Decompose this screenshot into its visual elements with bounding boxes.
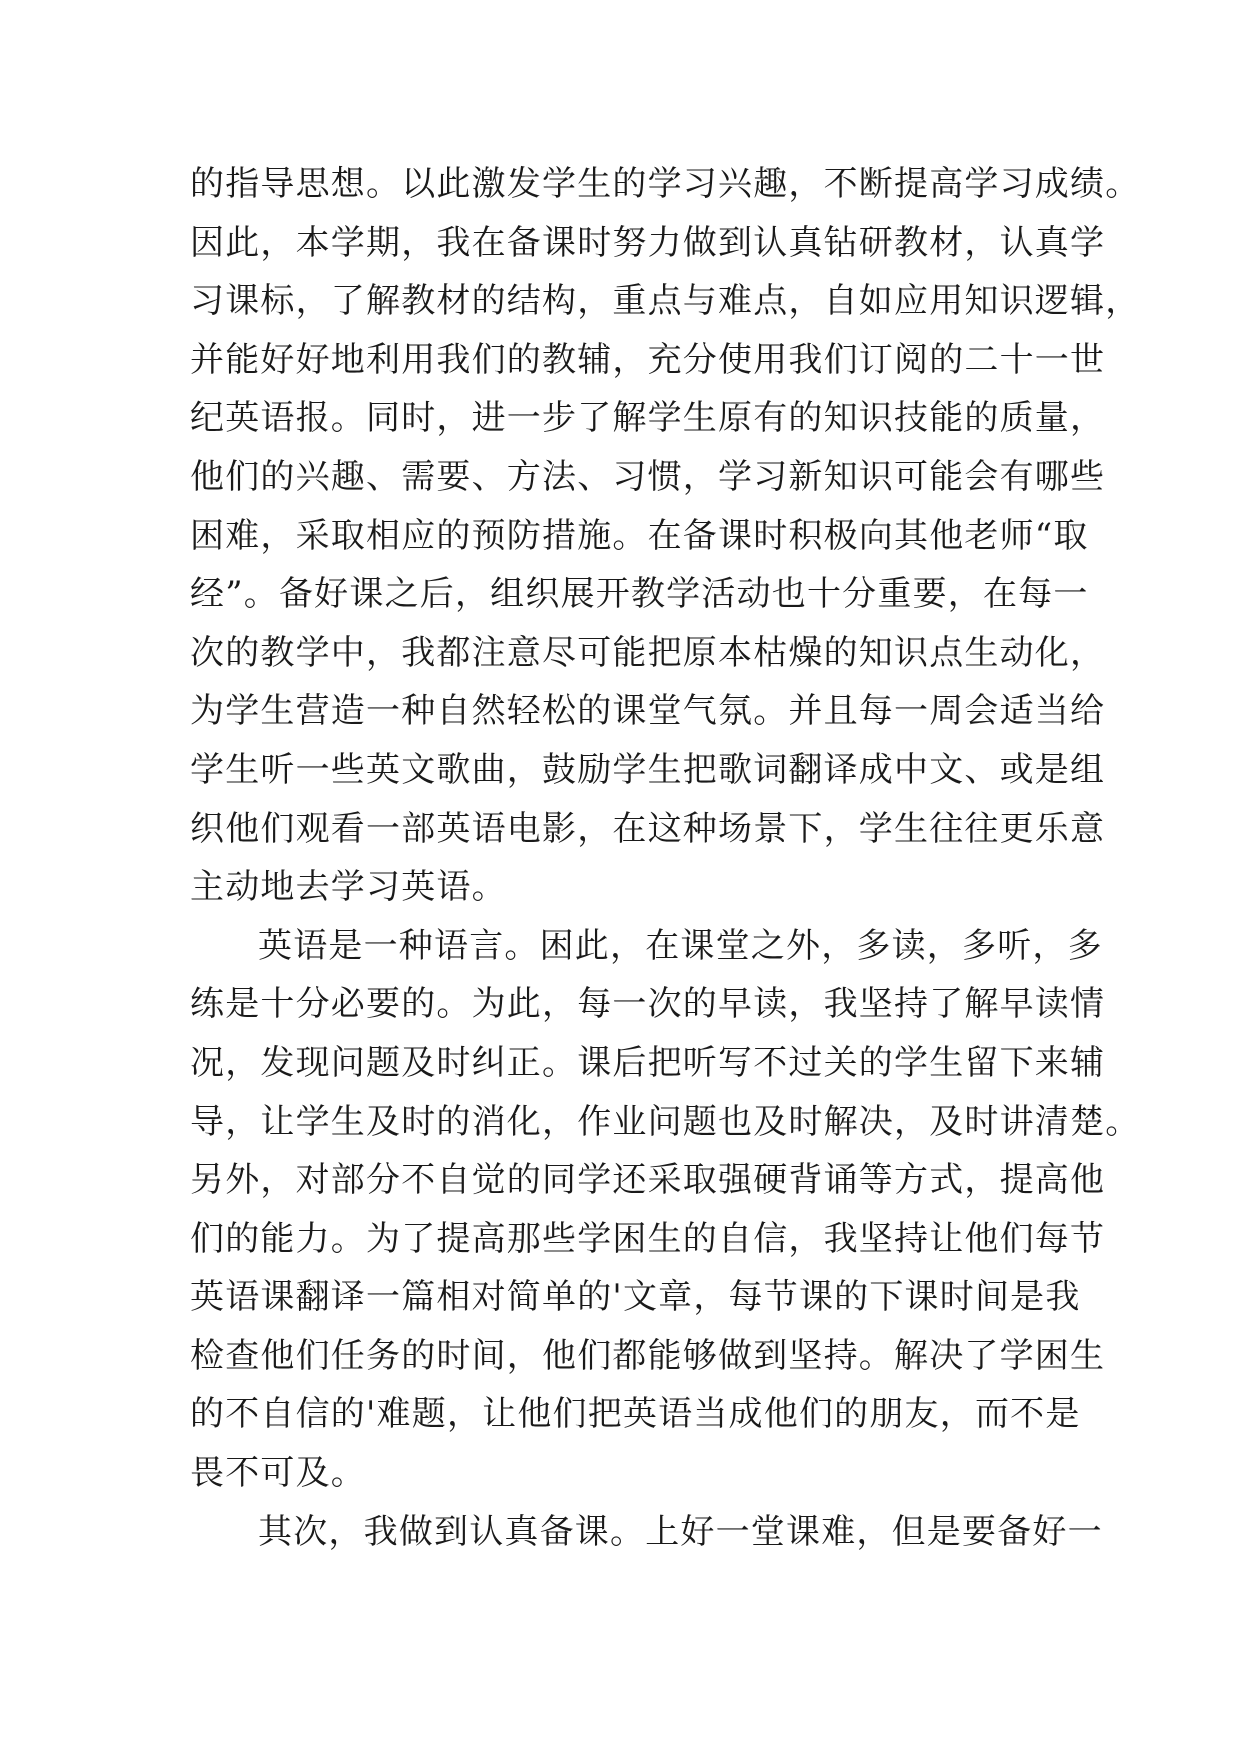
paragraph-3 — [190, 1503, 1103, 1562]
text-line: 另外，对部分不自觉的同学还采取强硬背诵等方式，提高他 — [190, 1160, 1106, 1201]
text-line: 英语课翻译一篇相对简单的'文章，每节课的下课时间是我 — [190, 1277, 1081, 1318]
paragraph-1 — [190, 155, 1141, 917]
text-line: 其次，我做到认真备课。上好一堂课难，但是要备好一 — [258, 1511, 1103, 1552]
text-line: 主动地去学习英语。 — [190, 867, 507, 908]
text-line: 为学生营造一种自然轻松的课堂气氛。并且每一周会适当给 — [190, 691, 1106, 732]
text-line: 畏不可及。 — [190, 1453, 366, 1494]
text-line: 的指导思想。以此激发学生的学习兴趣，不断提高学习成绩。 — [190, 164, 1141, 204]
text-line: 经”。备好课之后，组织展开教学活动也十分重要，在每一 — [190, 574, 1089, 615]
text-line: 学生听一些英文歌曲，鼓励学生把歌词翻译成中文、或是组 — [190, 749, 1106, 790]
text-line: 检查他们任务的时间，他们都能够做到坚持。解决了学困生 — [190, 1335, 1106, 1376]
text-line: 的不自信的'难题，让他们把英语当成他们的朋友，而不是 — [190, 1394, 1081, 1435]
text-line: 因此，本学期，我在备课时努力做到认真钻研教材，认真学 — [190, 222, 1106, 263]
text-line: 纪英语报。同时，进一步了解学生原有的知识技能的质量， — [190, 398, 1106, 439]
text-line: 导，让学生及时的消化，作业问题也及时解决，及时讲清楚。 — [190, 1101, 1141, 1142]
text-line: 次的教学中，我都注意尽可能把原本枯燥的知识点生动化， — [190, 632, 1106, 673]
text-line: 习课标，了解教材的结构，重点与难点，自如应用知识逻辑， — [190, 281, 1141, 322]
paragraph-2 — [190, 917, 1141, 1503]
text-line: 况，发现问题及时纠正。课后把听写不过关的学生留下来辅 — [190, 1042, 1106, 1083]
text-line: 并能好好地利用我们的教辅，充分使用我们订阅的二十一世 — [190, 339, 1106, 380]
text-line: 织他们观看一部英语电影，在这种场景下，学生往往更乐意 — [190, 808, 1106, 849]
text-line: 他们的兴趣、需要、方法、习惯，学习新知识可能会有哪些 — [190, 456, 1106, 497]
text-line: 英语是一种语言。困此，在课堂之外，多读，多听，多 — [258, 925, 1103, 966]
text-line: 练是十分必要的。为此，每一次的早读，我坚持了解早读情 — [190, 984, 1106, 1025]
text-line: 们的能力。为了提高那些学困生的自信，我坚持让他们每节 — [190, 1218, 1106, 1259]
body-text — [190, 155, 1141, 1561]
text-line: 困难，采取相应的预防措施。在备课时积极向其他老师“取 — [190, 515, 1089, 556]
